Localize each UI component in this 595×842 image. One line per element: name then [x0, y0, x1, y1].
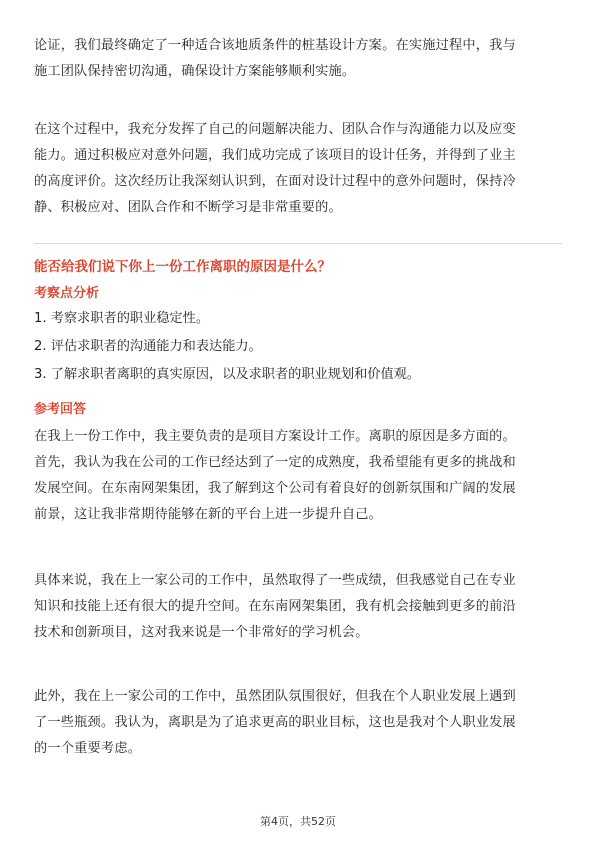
intro-paragraph-2 [34, 117, 562, 221]
text-line: 在这个过程中，我充分发挥了自己的问题解决能力、团队合作与沟通能力以及应变 [34, 122, 516, 137]
text-line: 的高度评价。这次经历让我深刻认识到，在面对设计过程中的意外问题时，保持冷 [34, 174, 516, 189]
answer-paragraph-1 [34, 424, 562, 528]
text-line: 前景，这让我非常期待能够在新的平台上进一步提升自己。 [34, 507, 383, 522]
text-line: 静、积极应对、团队合作和不断学习是非常重要的。 [34, 200, 342, 215]
text-line: 技术和创新项目，这对我来说是一个非常好的学习机会。 [34, 625, 369, 640]
text-line: 此外，我在上一家公司的工作中，虽然团队氛围很好，但我在个人职业发展上遇到 [34, 689, 516, 704]
text-line: 论证，我们最终确定了一种适合该地质条件的桩基设计方案。在实施过程中，我与 [34, 38, 516, 53]
answer-heading: 参考回答 [34, 402, 87, 417]
text-line: 施工团队保持密切沟通，确保设计方案能够顺利实施。 [34, 64, 356, 79]
interview-question: 能否给我们说下你上一份工作离职的原因是什么？ [34, 259, 331, 275]
section-divider [34, 243, 562, 244]
text-line: 首先，我认为我在公司的工作已经达到了一定的成熟度，我希望能有更多的挑战和 [34, 455, 516, 470]
text-line: 具体来说，我在上一家公司的工作中，虽然取得了一些成绩，但我感觉自己在专业 [34, 573, 516, 588]
analysis-heading: 考察点分析 [34, 286, 100, 301]
text-line: 知识和技能上还有很大的提升空间。在东南网架集团，我有机会接触到更多的前沿 [34, 599, 516, 614]
answer-paragraph-2 [34, 568, 562, 646]
analysis-item: 3. 了解求职者离职的真实原因，以及求职者的职业规划和价值观。 [34, 367, 421, 382]
text-line: 发展空间。在东南网架集团，我了解到这个公司有着良好的创新氛围和广阔的发展 [34, 481, 516, 496]
text-line: 在我上一份工作中，我主要负责的是项目方案设计工作。离职的原因是多方面的。 [34, 429, 516, 444]
document-page [34, 0, 562, 842]
text-line: 了一些瓶颈。我认为，离职是为了追求更高的职业目标，这也是我对个人职业发展 [34, 715, 516, 730]
text-line: 的一个重要考虑。 [34, 741, 142, 756]
text-line: 能力。通过积极应对意外问题，我们成功完成了该项目的设计任务，并得到了业主 [34, 148, 516, 163]
analysis-item: 1. 考察求职者的职业稳定性。 [34, 311, 210, 326]
intro-paragraph-1 [34, 33, 562, 85]
answer-paragraph-3 [34, 684, 562, 762]
analysis-item: 2. 评估求职者的沟通能力和表达能力。 [34, 339, 262, 354]
page-number: 第4页，共52页 [260, 815, 336, 828]
